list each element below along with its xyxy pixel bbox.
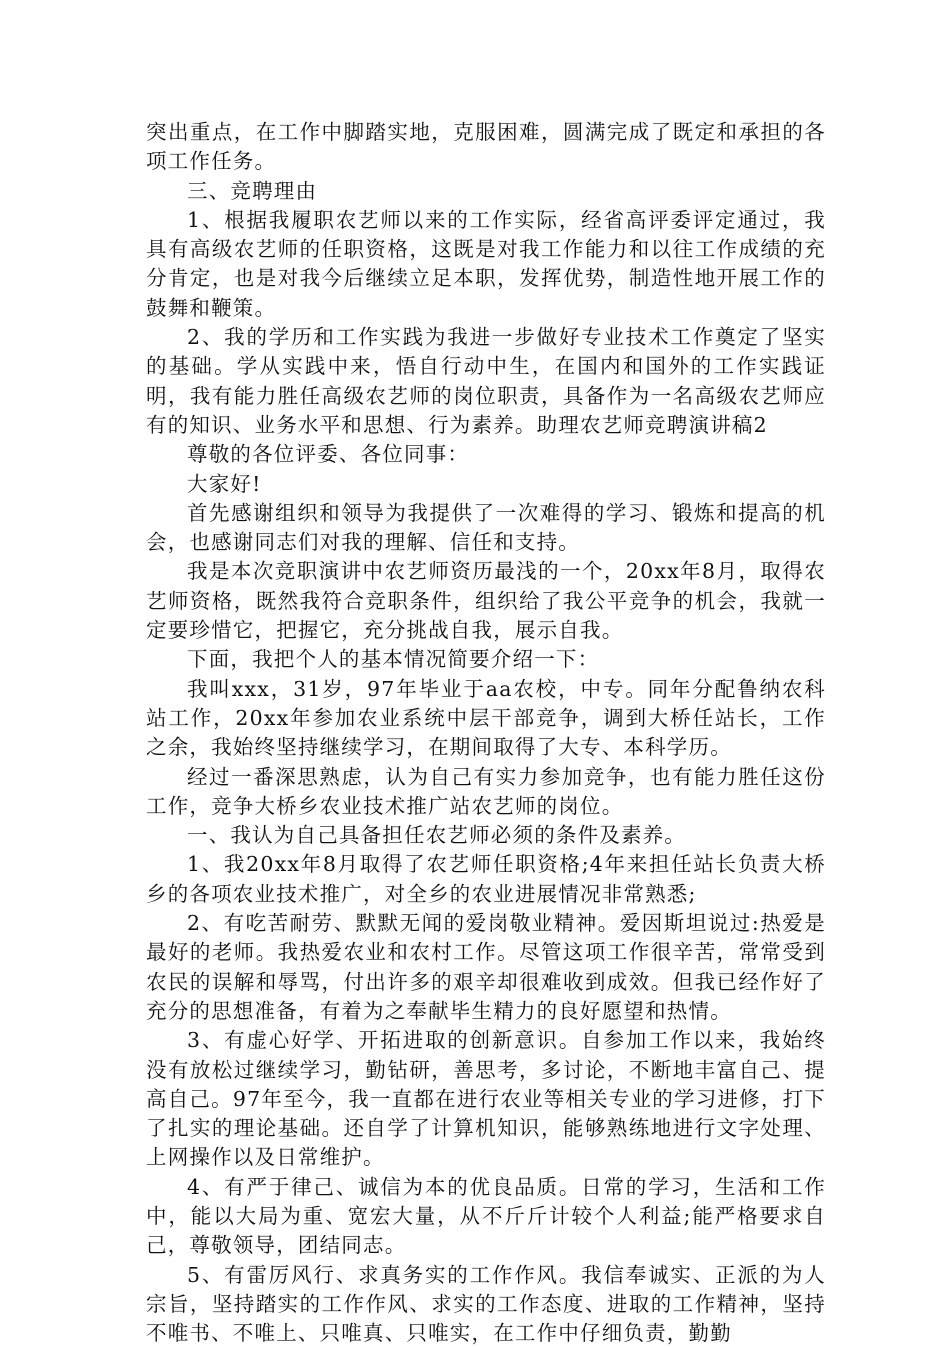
paragraph: 一、我认为自己具备担任农艺师必须的条件及素养。: [187, 823, 687, 848]
paragraph: 尊敬的各位评委、各位同事：: [187, 442, 470, 467]
paragraph: 经过一番深思熟虑，认为自己有实力参加竞争，也有能力胜任这份工作，竞争大桥乡农业技术推广站农艺师的岗位。: [146, 764, 826, 818]
paragraph: 5、有雷厉风行、求真务实的工作作风。我信奉诚实、正派的为人宗旨，坚持踏实的工作作风、求实的工作态度、进取的工作精神，坚持不唯书、不唯上、只唯真、只唯实，在工作中仔细负责，勤勤: [146, 1262, 826, 1346]
paragraph: 大家好!: [187, 471, 262, 496]
document-body: [146, 118, 826, 1348]
paragraph: 我叫xxx，31岁，97年毕业于aa农校，中专。同年分配鲁纳农科站工作，20xx年参加农业系统中层干部竞争，调到大桥任站长，工作之余，我始终坚持继续学习，在期间取得了大专、本科学历。: [146, 676, 826, 760]
paragraph: 2、我的学历和工作实践为我进一步做好专业技术工作奠定了坚实的基础。学从实践中来，悟自行动中生，在国内和国外的工作实践证明，我有能力胜任高级农艺师的岗位职责，具备作为一名高级农艺师应有的知识、业务水平和思想、行为素养。助理农艺师竞聘演讲稿2: [146, 325, 826, 437]
paragraph: 突出重点，在工作中脚踏实地，克服困难，圆满完成了既定和承担的各项工作任务。: [146, 120, 826, 174]
paragraph: 2、有吃苦耐劳、默默无闻的爱岗敬业精神。爱因斯坦说过:热爱是最好的老师。我热爱农业和农村工作。尽管这项工作很辛苦，常常受到农民的误解和辱骂，付出许多的艰辛却很难收到成效。但我已经作好了充分的思想准备，有着为之奉献毕生精力的良好愿望和热情。: [146, 911, 826, 1023]
paragraph: 1、我20xx年8月取得了农艺师任职资格;4年来担任站长负责大桥乡的各项农业技术推广，对全乡的农业进展情况非常熟悉;: [146, 852, 826, 906]
paragraph: 我是本次竞职演讲中农艺师资历最浅的一个，20xx年8月，取得农艺师资格，既然我符合竞职条件，组织给了我公平竞争的机会，我就一定要珍惜它，把握它，充分挑战自我，展示自我。: [146, 559, 826, 643]
paragraph: 三、竞聘理由: [187, 178, 318, 203]
paragraph: 首先感谢组织和领导为我提供了一次难得的学习、锻炼和提高的机会，也感谢同志们对我的理解、信任和支持。: [146, 500, 826, 555]
paragraph: 下面，我把个人的基本情况简要介绍一下：: [187, 647, 600, 672]
paragraph: 3、有虚心好学、开拓进取的创新意识。自参加工作以来，我始终没有放松过继续学习，勤钻研，善思考，多讨论，不断地丰富自己、提高自己。97年至今，我一直都在进行农业等相关专业的学习进修，打下了扎实的理论基础。还自学了计算机知识，能够熟练地进行文字处理、上网操作以及日常维护。: [146, 1028, 826, 1170]
paragraph: 1、根据我履职农艺师以来的工作实际，经省高评委评定通过，我具有高级农艺师的任职资格，这既是对我工作能力和以往工作成绩的充分肯定，也是对我今后继续立足本职，发挥优势，制造性地开展工作的鼓舞和鞭策。: [146, 207, 826, 320]
paragraph: 4、有严于律己、诚信为本的优良品质。日常的学习，生活和工作中，能以大局为重、宽宏大量，从不斤斤计较个人利益;能严格要求自己，尊敬领导，团结同志。: [146, 1174, 826, 1258]
